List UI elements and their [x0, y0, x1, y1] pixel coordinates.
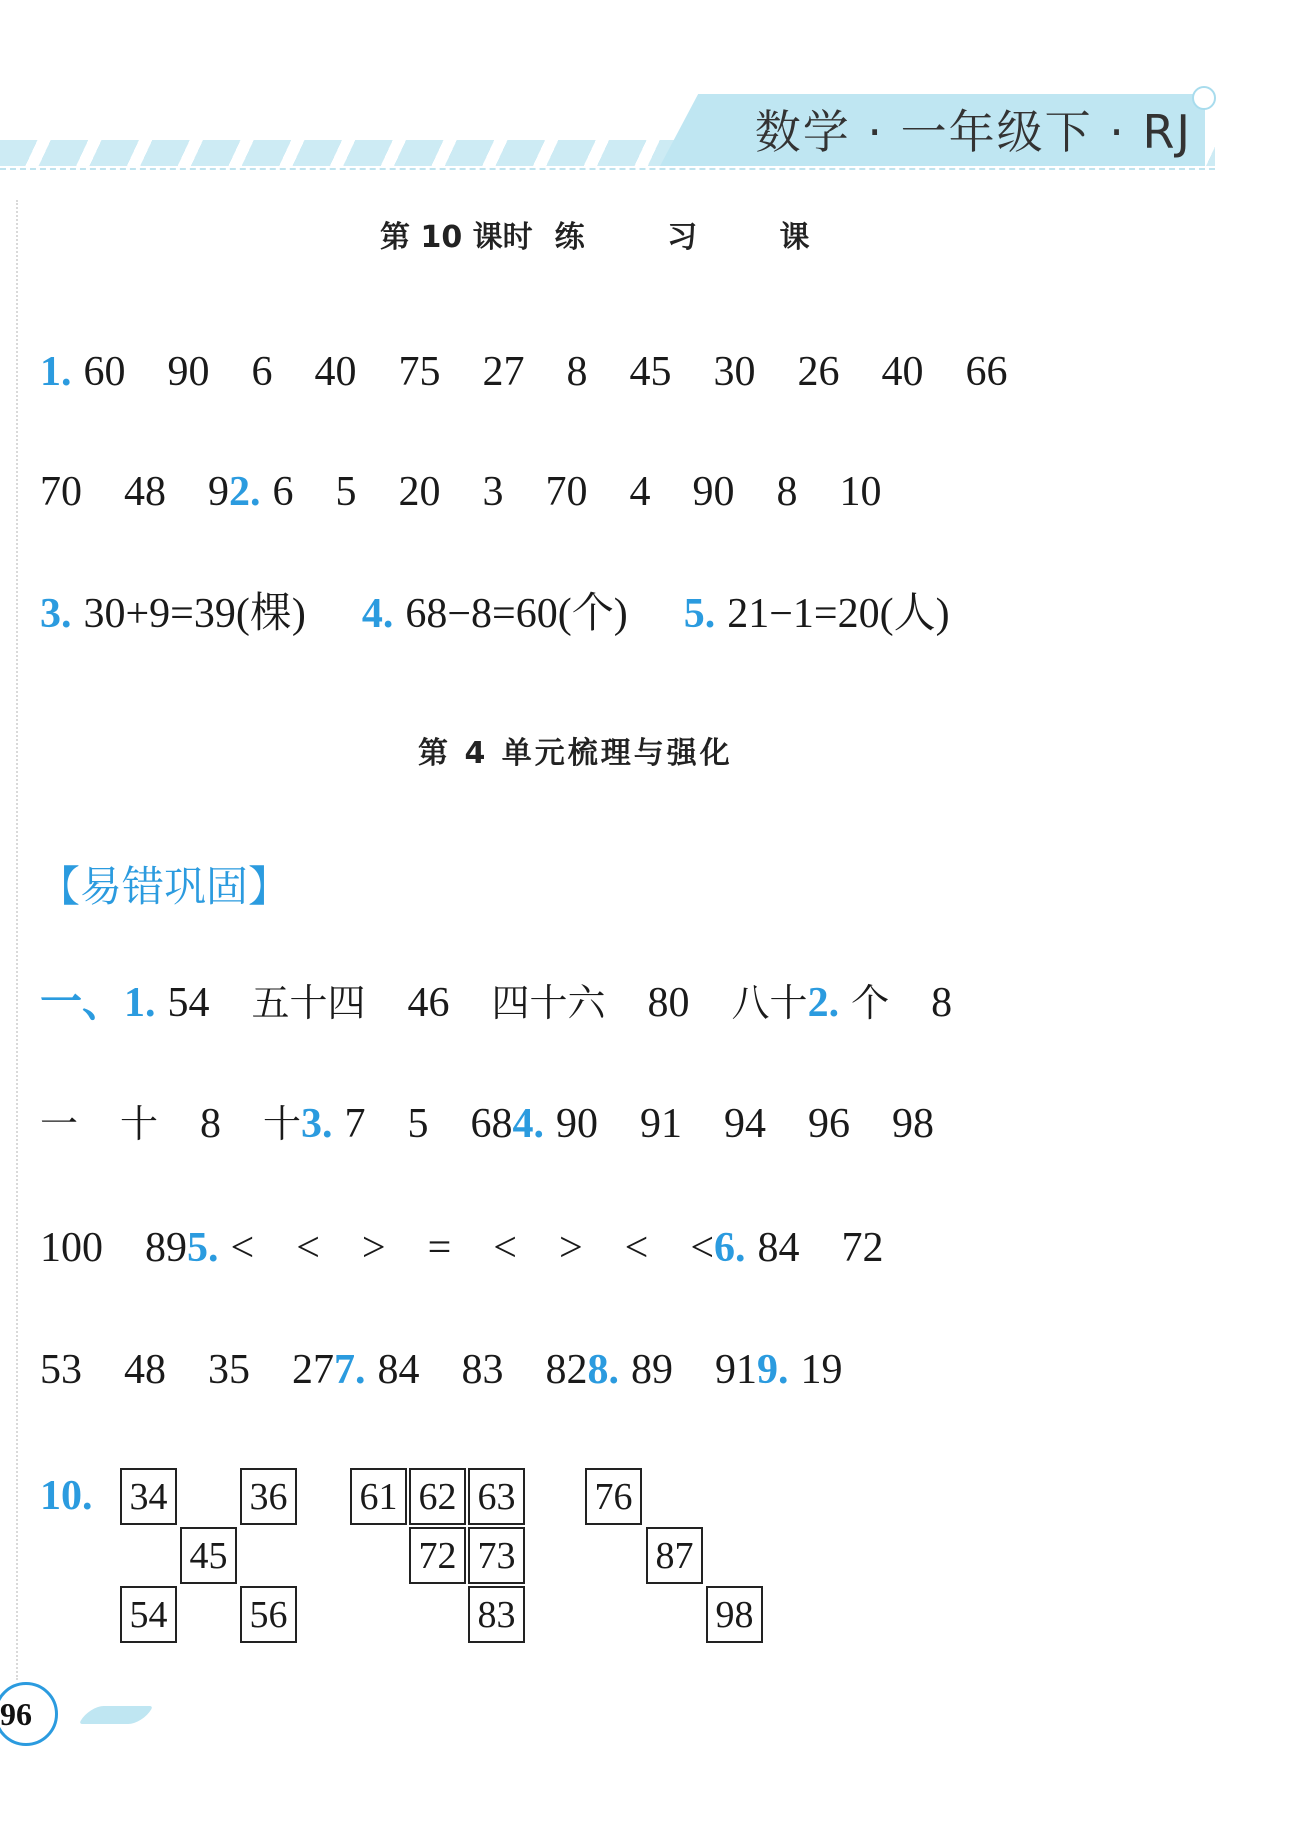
answer-equation: 21−1=20(人) — [727, 591, 950, 637]
answer-value: 68 — [470, 1101, 513, 1147]
grid-cell: 63 — [468, 1468, 525, 1525]
answer-value: 70 — [545, 469, 588, 515]
answer-value: 48 — [124, 1347, 166, 1393]
answer-value: 20 — [398, 469, 441, 515]
answer-value: > — [361, 1225, 386, 1271]
answer-value: 26 — [797, 349, 840, 395]
answer-value: > — [558, 1225, 583, 1271]
answer-value: 五十四 — [251, 981, 366, 1025]
book-title: 数学 · 一年级下 · RJ — [754, 105, 1192, 159]
question-number: 9. — [757, 1347, 789, 1393]
answer-value: 8 — [931, 980, 953, 1026]
grid-cell: 98 — [706, 1586, 763, 1643]
answer-equation: 68−8=60(个) — [405, 591, 628, 637]
answer-value: 90 — [556, 1101, 599, 1147]
answer-value: 40 — [314, 349, 357, 395]
answer-value: 100 — [40, 1225, 103, 1271]
question-number: 1. — [124, 980, 156, 1026]
answer-value: 60 — [83, 349, 126, 395]
answer-value: 十 — [120, 1102, 159, 1146]
answer-value: 82 — [545, 1347, 588, 1393]
answer-value: = — [427, 1225, 452, 1271]
answer-value: 54 — [167, 980, 210, 1026]
answer-value: 35 — [208, 1347, 250, 1393]
answer-value: 30 — [713, 349, 756, 395]
answer-value: 45 — [629, 349, 672, 395]
answer-value: 四十六 — [491, 981, 606, 1025]
answer-value: 46 — [407, 980, 450, 1026]
answer-value: 89 — [631, 1347, 673, 1393]
answer-value: < — [690, 1225, 714, 1271]
answer-value: 3 — [482, 469, 504, 515]
answer-line-3 — [40, 584, 950, 644]
answer-value: 10 — [839, 469, 882, 515]
question-number: 6. — [714, 1225, 746, 1271]
answer-value: 6 — [251, 349, 273, 395]
section-number: 一、 — [40, 977, 125, 1026]
answer-value: 40 — [881, 349, 924, 395]
answer-line-7 — [40, 1340, 843, 1400]
question-number: 5. — [187, 1225, 219, 1271]
question-number: 4. — [512, 1101, 545, 1147]
answer-value: 4 — [629, 469, 651, 515]
answer-value: 一 — [40, 1102, 79, 1146]
answer-value: 个 — [851, 981, 890, 1025]
answer-value: 8 — [776, 469, 798, 515]
answer-value: 89 — [145, 1225, 187, 1271]
answer-value: 7 — [344, 1101, 366, 1147]
answer-value: 48 — [124, 469, 166, 515]
answer-value: 6 — [272, 469, 294, 515]
answer-value: 84 — [757, 1225, 800, 1271]
grid-cell: 45 — [180, 1527, 237, 1584]
question-number: 5. — [683, 591, 716, 637]
answer-value: 5 — [335, 469, 357, 515]
answer-value: 90 — [692, 469, 735, 515]
grid-cell: 54 — [120, 1586, 177, 1643]
answer-value: < — [493, 1225, 517, 1271]
question-number: 3. — [40, 591, 72, 637]
question-number: 10. — [40, 1473, 93, 1519]
answer-value: 91 — [640, 1101, 683, 1147]
answer-value: 19 — [800, 1347, 843, 1393]
answer-value: 91 — [715, 1347, 757, 1393]
question-number: 2. — [807, 980, 840, 1026]
unit-heading: 第 4 单元梳理与强化 — [418, 736, 733, 771]
left-margin-rule — [16, 200, 18, 1680]
question-number: 8. — [587, 1347, 619, 1393]
answer-value: 75 — [398, 349, 441, 395]
answer-value: 94 — [724, 1101, 767, 1147]
section-tag: 【易错巩固】 — [38, 862, 291, 911]
answer-equation: 30+9=39(棵) — [83, 591, 306, 637]
grid-cell: 72 — [409, 1527, 466, 1584]
grid-cell: 83 — [468, 1586, 525, 1643]
answer-value: 80 — [647, 980, 690, 1026]
grid-cell: 34 — [120, 1468, 177, 1525]
answer-line-6 — [40, 1218, 884, 1278]
answer-value: 84 — [377, 1347, 420, 1393]
grid-cell: 73 — [468, 1527, 525, 1584]
grid-cell: 61 — [350, 1468, 407, 1525]
answer-value: 53 — [40, 1347, 82, 1393]
answer-value: 96 — [808, 1101, 851, 1147]
question-number: 2. — [229, 469, 261, 515]
header-divider — [0, 168, 1215, 170]
lesson-name: 练 习 课 — [554, 220, 846, 255]
answer-value: 70 — [40, 469, 82, 515]
answer-line-4 — [40, 972, 952, 1032]
answer-line-1 — [40, 342, 1008, 402]
answer-value: 9 — [208, 469, 229, 515]
answer-value: 83 — [461, 1347, 504, 1393]
answer-value: 98 — [892, 1101, 935, 1147]
answer-value: 27 — [292, 1347, 334, 1393]
answer-value: 27 — [482, 349, 525, 395]
page-number: 96 — [0, 1696, 32, 1732]
question-number: 7. — [334, 1347, 366, 1393]
answer-value: 90 — [167, 349, 210, 395]
answer-line-5 — [40, 1094, 934, 1154]
footer-decoration — [79, 1706, 153, 1724]
answer-value: 66 — [965, 349, 1008, 395]
grid-cell: 76 — [585, 1468, 642, 1525]
header-decoration-circle — [1192, 86, 1216, 110]
question-number: 3. — [301, 1101, 333, 1147]
grid-cell: 36 — [240, 1468, 297, 1525]
grid-cell: 56 — [240, 1586, 297, 1643]
grid-cell: 62 — [409, 1468, 466, 1525]
answer-value: 8 — [566, 349, 588, 395]
question-number: 1. — [40, 349, 72, 395]
lesson-number: 第 10 课时 — [380, 220, 533, 255]
answer-value: < — [230, 1225, 255, 1271]
answer-value: 八十 — [731, 981, 808, 1025]
answer-value: 8 — [200, 1101, 222, 1147]
lesson-heading — [380, 212, 846, 256]
answer-line-2 — [40, 462, 882, 522]
answer-value: < — [296, 1225, 320, 1271]
answer-value: < — [624, 1225, 649, 1271]
answer-value: 5 — [407, 1101, 429, 1147]
answer-value: 十 — [263, 1102, 302, 1146]
question-number: 4. — [361, 591, 394, 637]
grid-cell: 87 — [646, 1527, 703, 1584]
answer-value: 72 — [841, 1225, 884, 1271]
